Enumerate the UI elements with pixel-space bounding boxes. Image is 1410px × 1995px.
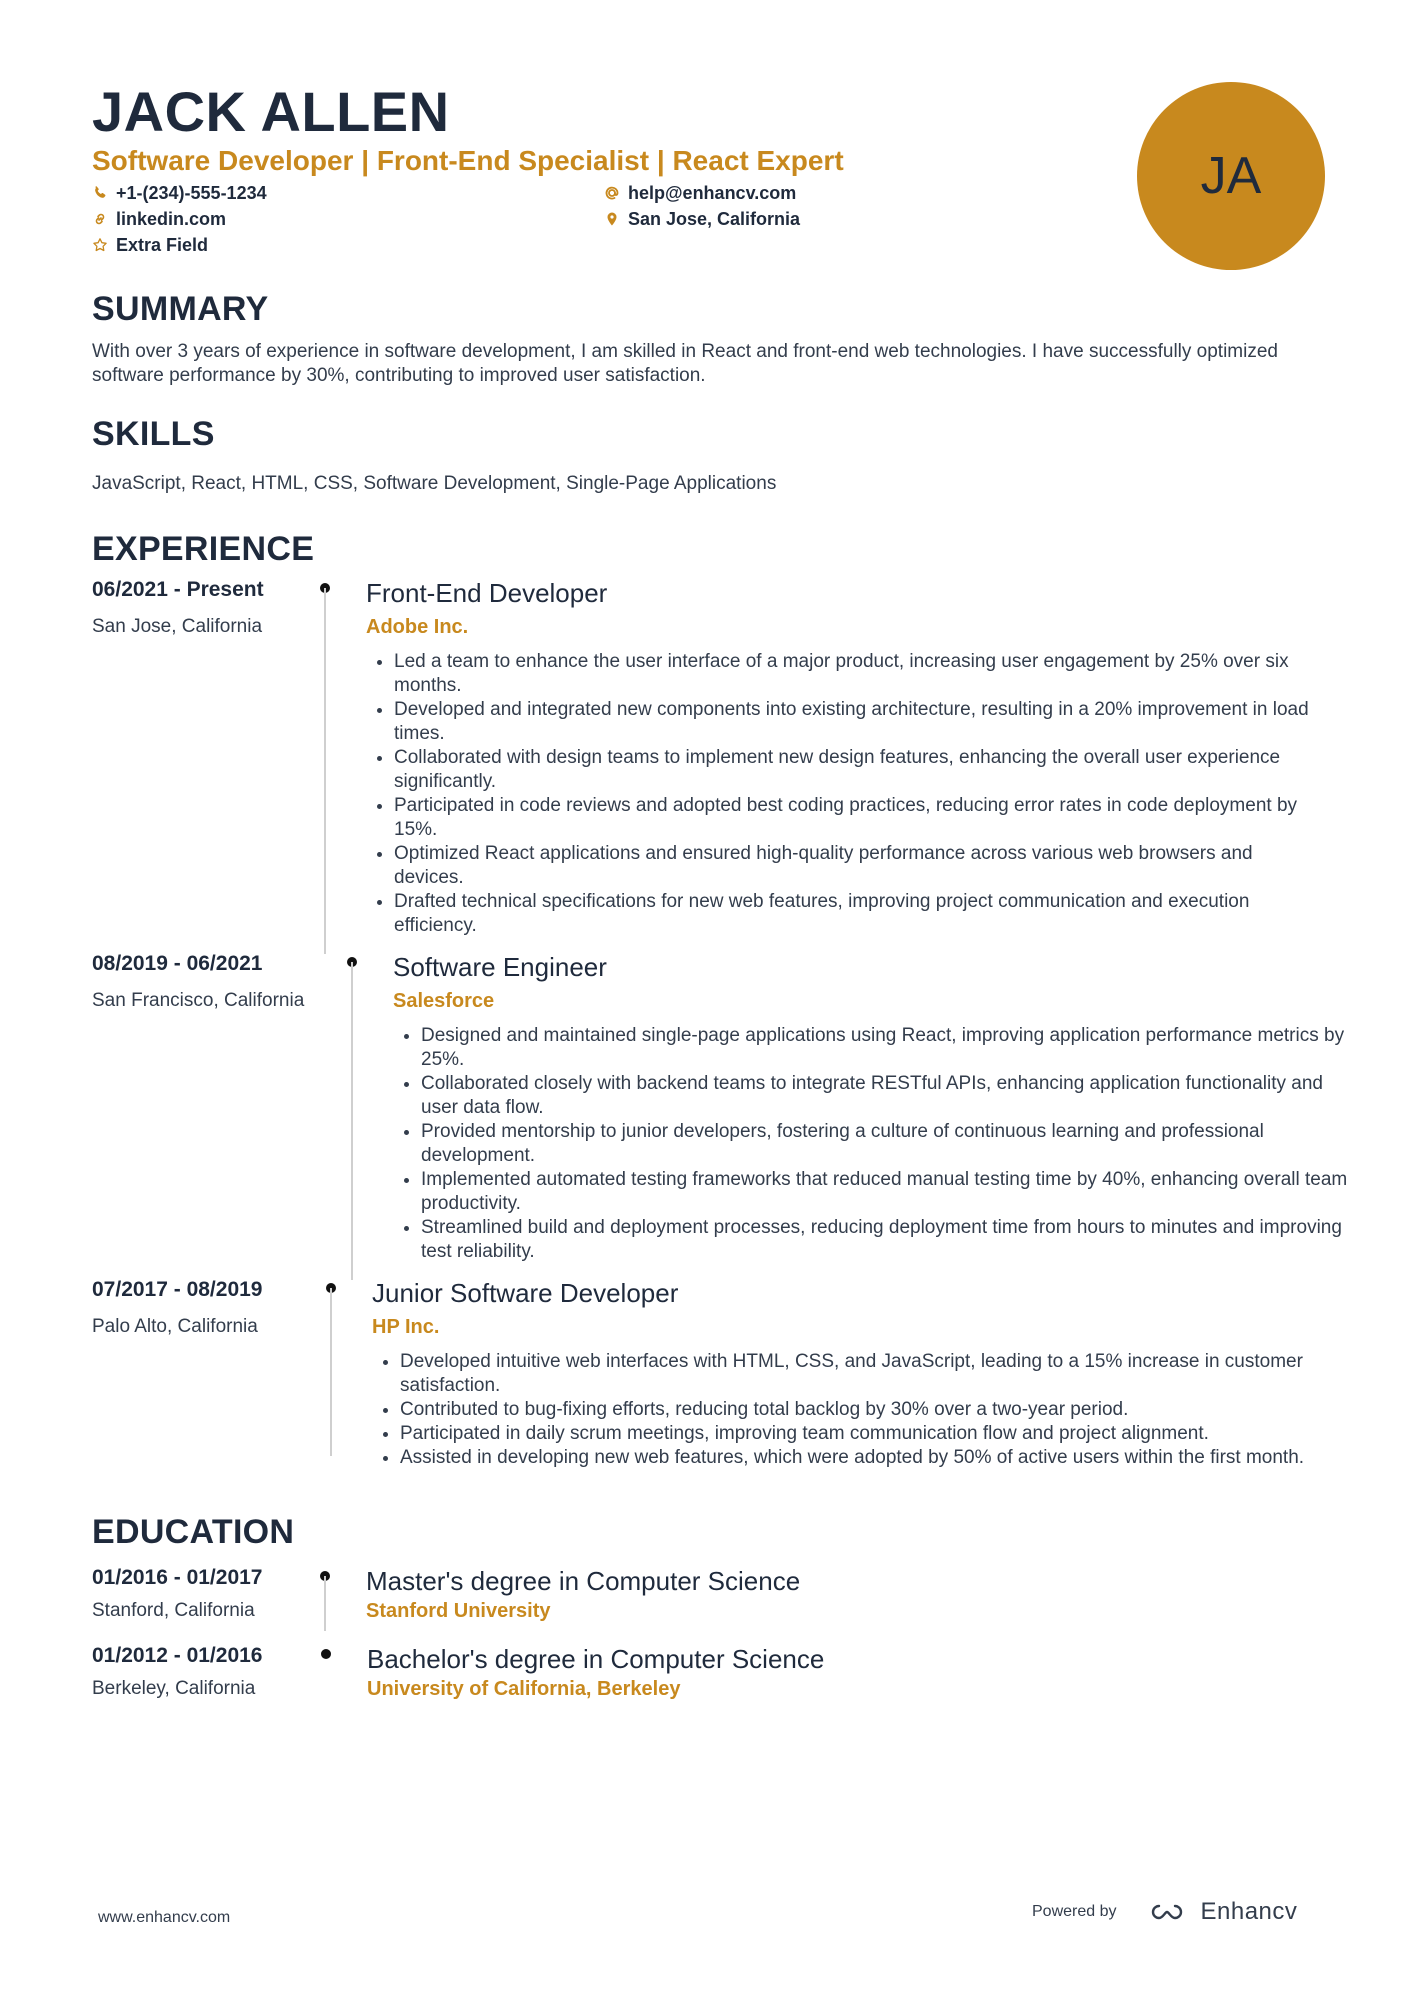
- skills-title: SKILLS: [92, 415, 215, 453]
- education-title: EDUCATION: [92, 1513, 295, 1551]
- bullet-item: • Led a team to enhance the user interface of a major product, increasing user engagement by 25% over six months.: [394, 650, 1324, 698]
- summary-title: SUMMARY: [92, 290, 269, 328]
- education-degree: Bachelor's degree in Computer Science: [367, 1644, 825, 1674]
- bullet-item: • Drafted technical specifications for new web features, improving project communication and execution efficiency.: [394, 890, 1324, 938]
- bullet-item: • Participated in code reviews and adopted best coding practices, reducing error rates in code deployment by 15%.: [394, 794, 1324, 842]
- experience-location: San Francisco, California: [92, 990, 305, 1011]
- timeline-dot: [321, 1649, 331, 1659]
- education-dates: 01/2016 - 01/2017: [92, 1566, 263, 1589]
- experience-role: Junior Software Developer: [372, 1278, 679, 1308]
- experience-role: Front-End Developer: [366, 578, 608, 608]
- education-dates: 01/2012 - 01/2016: [92, 1644, 263, 1667]
- location-pin-icon: [604, 211, 620, 227]
- summary-text: With over 3 years of experience in software development, I am skilled in React and front-end web technologies. I have successfully optimized software performance by 30%, contributing to improved user satisfaction.: [92, 341, 1278, 386]
- experience-location: San Jose, California: [92, 616, 263, 637]
- bullet-item: • Developed intuitive web interfaces with HTML, CSS, and JavaScript, leading to a 15% increase in customer satisfaction.: [400, 1350, 1330, 1398]
- experience-bullets: [366, 650, 1324, 938]
- candidate-name: JACK ALLEN: [92, 80, 450, 143]
- contact-location: [604, 207, 800, 231]
- experience-bullets: [372, 1350, 1330, 1470]
- powered-by[interactable]: [1032, 1898, 1297, 1926]
- bullet-item: • Collaborated with design teams to implement new design features, enhancing the overall user experience significantly.: [394, 746, 1324, 794]
- link-icon: [92, 211, 108, 227]
- experience-title: EXPERIENCE: [92, 530, 315, 568]
- phone-icon: [92, 185, 108, 201]
- bullet-item: • Developed and integrated new components into existing architecture, resulting in a 20% improvement in load times.: [394, 698, 1324, 746]
- phone-text: +1-(234)-555-1234: [116, 183, 267, 203]
- experience-bullets: [393, 1024, 1361, 1264]
- bullet-item: • Optimized React applications and ensured high-quality performance across various web browsers and devices.: [394, 842, 1324, 890]
- experience-dates: 06/2021 - Present: [92, 578, 264, 601]
- contact-email[interactable]: [604, 181, 796, 205]
- contact-phone[interactable]: [92, 181, 267, 205]
- bullet-item: • Contributed to bug-fixing efforts, reducing total backlog by 30% over a two-year period.: [400, 1398, 1330, 1422]
- powered-by-label: Powered by: [1032, 1903, 1117, 1920]
- experience-location: Palo Alto, California: [92, 1316, 258, 1337]
- experience-company: HP Inc.: [372, 1316, 440, 1338]
- headline: Software Developer | Front-End Specialist | React Expert: [92, 145, 844, 176]
- extra-field-text: Extra Field: [116, 235, 209, 255]
- education-school: Stanford University: [366, 1600, 551, 1622]
- experience-company: Adobe Inc.: [366, 616, 469, 638]
- timeline-line: [351, 962, 353, 1280]
- bullet-item: • Participated in daily scrum meetings, improving team communication flow and project alignment.: [400, 1422, 1330, 1446]
- skills-text: JavaScript, React, HTML, CSS, Software Development, Single-Page Applications: [92, 473, 777, 494]
- enhancv-logo-icon: [1143, 1900, 1191, 1924]
- avatar: JA: [1137, 82, 1325, 270]
- bullet-item: • Collaborated closely with backend teams to integrate RESTful APIs, enhancing application functionality and user data flow.: [421, 1072, 1361, 1120]
- experience-role: Software Engineer: [393, 952, 607, 982]
- email-text: help@enhancv.com: [628, 183, 797, 203]
- experience-company: Salesforce: [393, 990, 495, 1012]
- experience-dates: 08/2019 - 06/2021: [92, 952, 263, 975]
- bullet-item: • Designed and maintained single-page applications using React, improving application performance metrics by 25%.: [421, 1024, 1361, 1072]
- experience-dates: 07/2017 - 08/2019: [92, 1278, 263, 1301]
- star-icon: [92, 237, 108, 253]
- contact-extra: [92, 233, 208, 257]
- education-school: University of California, Berkeley: [367, 1678, 681, 1700]
- linkedin-text: linkedin.com: [116, 209, 227, 229]
- education-degree: Master's degree in Computer Science: [366, 1566, 801, 1596]
- footer-website[interactable]: www.enhancv.com: [98, 1909, 231, 1926]
- timeline-line: [324, 1576, 326, 1631]
- location-text: San Jose, California: [628, 209, 801, 229]
- bullet-item: • Streamlined build and deployment processes, reducing deployment time from hours to minutes and improving test reliability.: [421, 1216, 1361, 1264]
- at-icon: [604, 185, 620, 201]
- bullet-item: • Provided mentorship to junior developers, fostering a culture of continuous learning and professional development.: [421, 1120, 1361, 1168]
- timeline-line: [330, 1288, 332, 1456]
- timeline-line: [324, 588, 326, 954]
- contact-linkedin[interactable]: [92, 207, 226, 231]
- education-location: Berkeley, California: [92, 1678, 256, 1699]
- education-location: Stanford, California: [92, 1600, 255, 1621]
- brand-name: Enhancv: [1200, 1898, 1298, 1925]
- bullet-item: • Implemented automated testing frameworks that reduced manual testing time by 40%, enhancing overall team productivity.: [421, 1168, 1361, 1216]
- bullet-item: • Assisted in developing new web features, which were adopted by 50% of active users within the first month.: [400, 1446, 1330, 1470]
